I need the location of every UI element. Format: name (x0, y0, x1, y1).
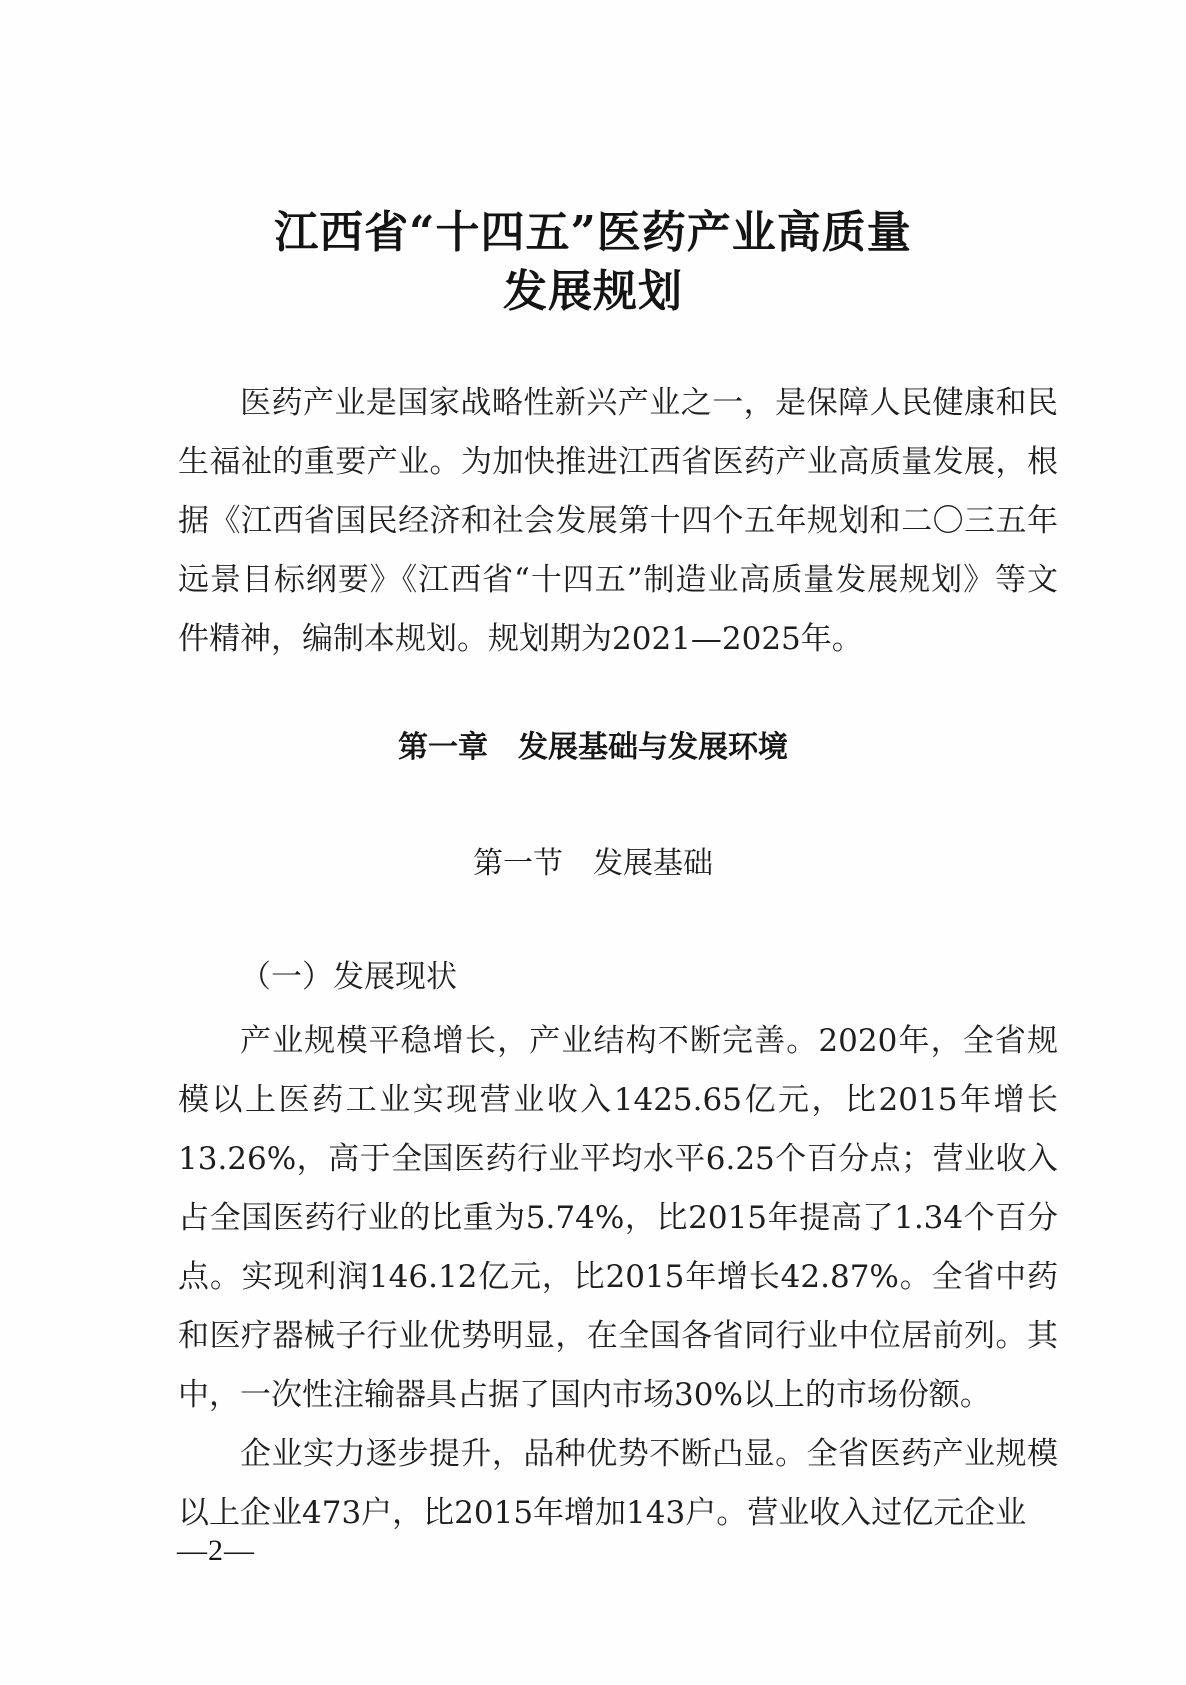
chapter-heading: 第一章 发展基础与发展环境 (398, 730, 788, 765)
document-title-line-1: 江西省“十四五”医药产业高质量 (274, 207, 912, 258)
page-number: —2— (177, 1534, 255, 1567)
document-title-line-2: 发展规划 (503, 266, 683, 317)
intro-paragraph: 医药产业是国家战略性新兴产业之一，是保障人民健康和民生福祉的重要产业。为加快推进江西省医药产业高质量发展，根据《江西省国民经济和社会发展第十四个五年规划和二〇三五年远景目标纲要》《江西省“十四五”制造业高质量发展规划》等文件精神，编制本规划。规划期为2021—2025年。 (178, 385, 1058, 657)
industry-scale-paragraph: 产业规模平稳增长，产业结构不断完善。2020年，全省规模以上医药工业实现营业收入1425.65亿元，比2015年增长13.26%，高于全国医药行业平均水平6.25个百分点；营业收入占全国医药行业的比重为5.74%，比2015年提高了1.34个百分点。实现利润146.12亿元，比2015年增长42.87%。全省中药和医疗器械子行业优势明显，在全国各省同行业中位居前列。其中，一次性注输器具占据了国内市场30%以上的市场份额。 (178, 1023, 1058, 1413)
section-heading: 第一节 发展基础 (473, 846, 713, 881)
item-heading: （一）发展现状 (240, 959, 457, 995)
enterprise-strength-paragraph: 企业实力逐步提升，品种优势不断凸显。全省医药产业规模以上企业473户，比2015年增加143户。营业收入过亿元企业 (178, 1436, 1058, 1531)
